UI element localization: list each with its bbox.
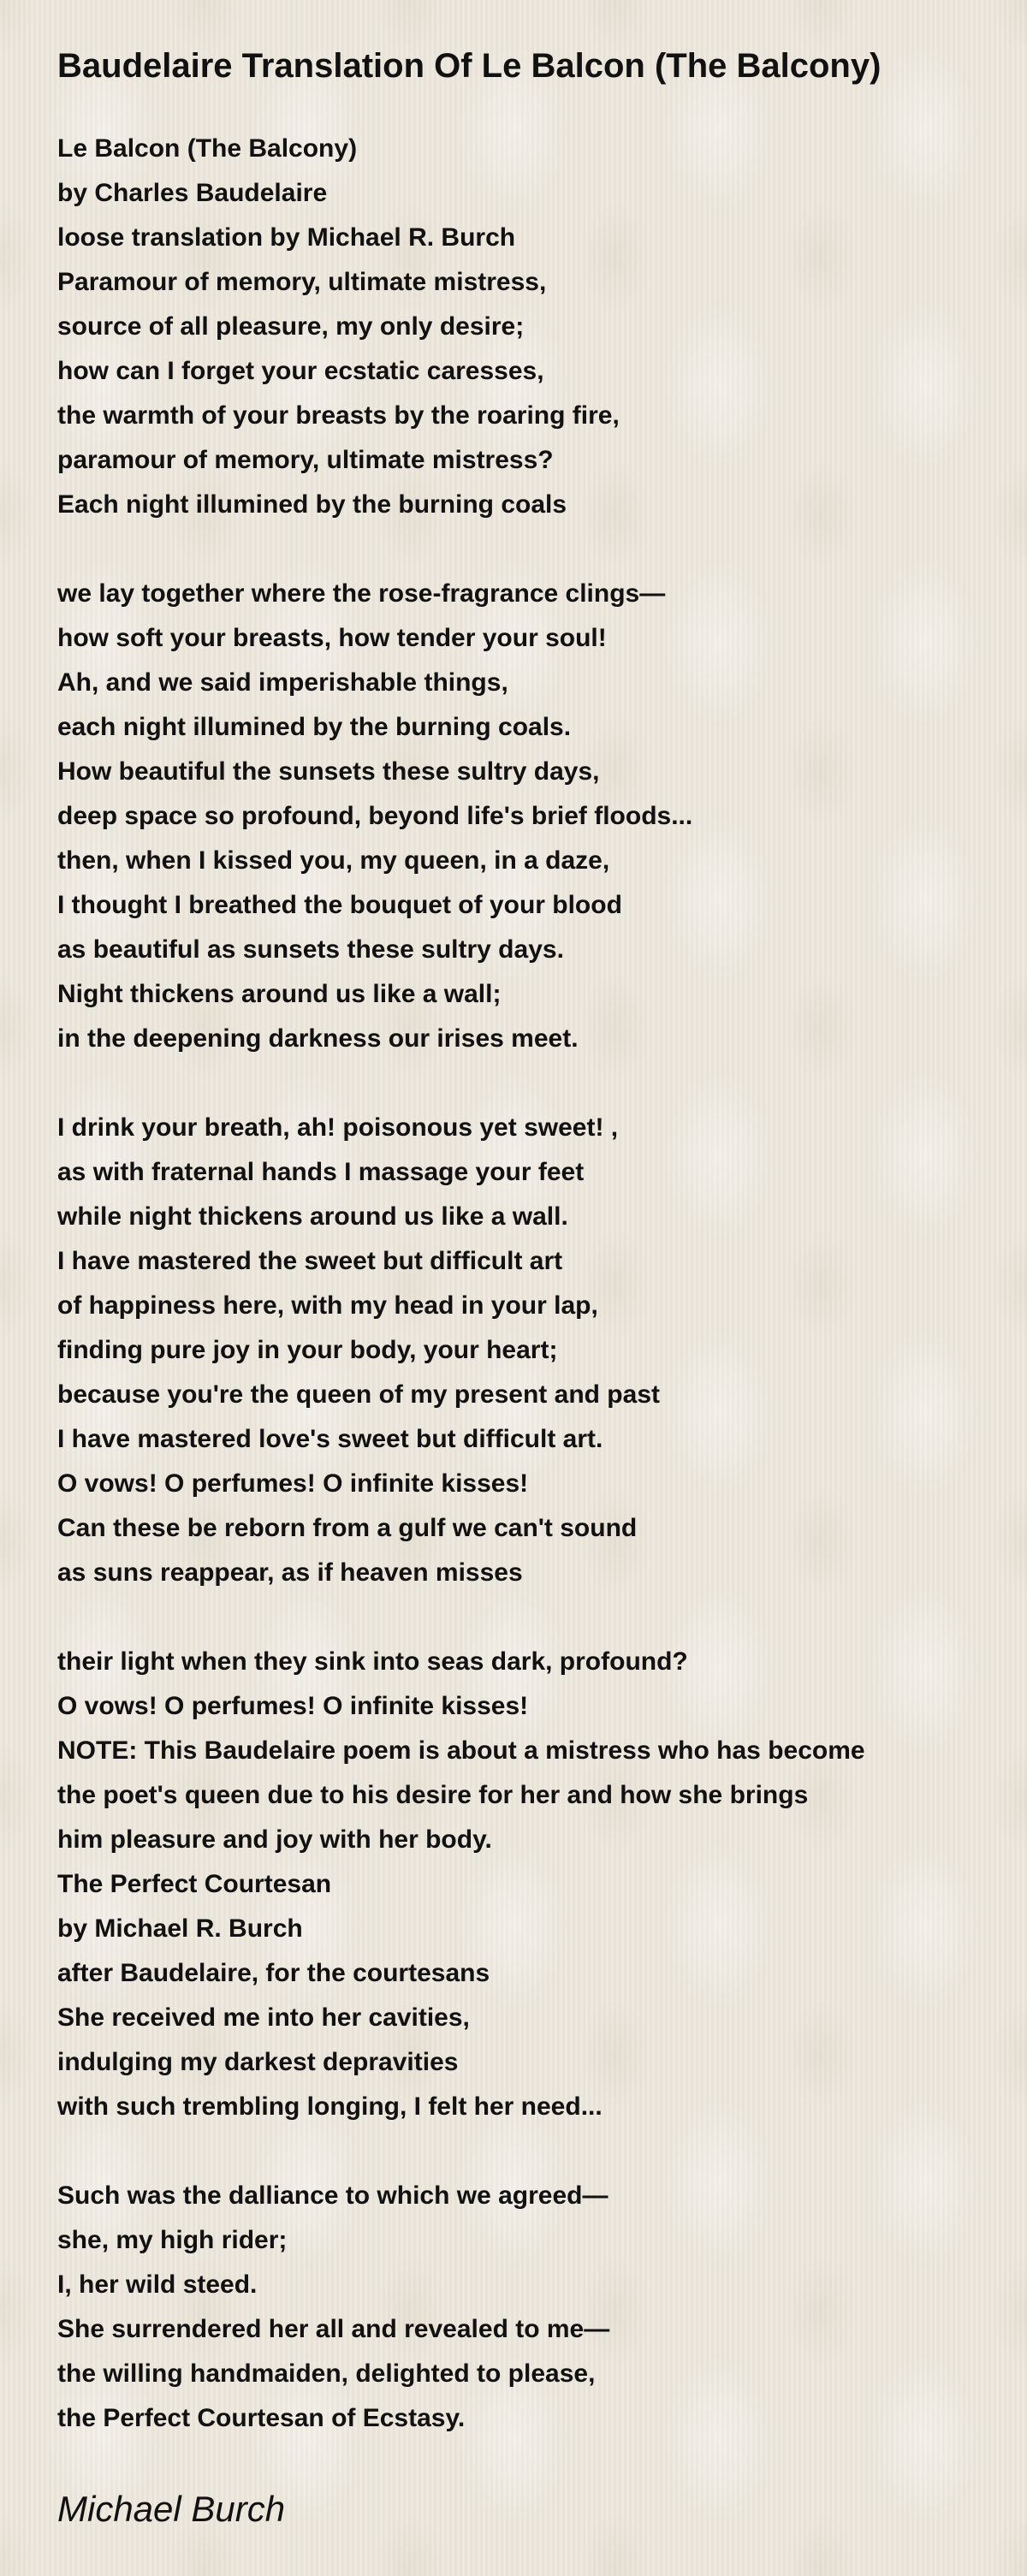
poem-line: I, her wild steed. [57, 2270, 258, 2299]
poem-line: I have mastered love's sweet but difficult art. [57, 1425, 603, 1453]
poem-line: deep space so profound, beyond life's brief floods... [57, 802, 693, 830]
poem-line: Night thickens around us like a wall; [57, 980, 502, 1008]
poem-line: the willing handmaiden, delighted to please, [57, 2359, 596, 2388]
poem-line: finding pure joy in your body, your heart; [57, 1336, 558, 1364]
poem-line: after Baudelaire, for the courtesans [57, 1959, 490, 1987]
poem-line: She surrendered her all and revealed to me— [57, 2315, 610, 2343]
poem-line: The Perfect Courtesan [57, 1870, 332, 1898]
poem-line: Such was the dalliance to which we agreed— [57, 2181, 608, 2210]
poem-line: Ah, and we said imperishable things, [57, 668, 508, 697]
poem-line: paramour of memory, ultimate mistress? [57, 446, 554, 474]
poem-line: while night thickens around us like a wall. [57, 1202, 568, 1231]
poem-line: O vows! O perfumes! O infinite kisses! [57, 1692, 529, 1720]
poem-line: the poet's queen due to his desire for her and how she brings [57, 1781, 809, 1809]
poem-line: by Michael R. Burch [57, 1914, 303, 1943]
poem-line: O vows! O perfumes! O infinite kisses! [57, 1469, 529, 1498]
poem-line: in the deepening darkness our irises meet. [57, 1024, 579, 1053]
poem-line: Paramour of memory, ultimate mistress, [57, 268, 547, 296]
stanza [57, 1640, 999, 2129]
poem-line: I have mastered the sweet but difficult art [57, 1247, 563, 1275]
poem-line: Each night illumined by the burning coals [57, 490, 567, 519]
poem-line: How beautiful the sunsets these sultry days, [57, 757, 600, 786]
poem-line: Can these be reborn from a gulf we can't sound [57, 1514, 638, 1542]
poem-line: NOTE: This Baudelaire poem is about a mistress who has become [57, 1736, 865, 1765]
stanza [57, 1106, 999, 1595]
poem-line: I drink your breath, ah! poisonous yet sweet! , [57, 1113, 619, 1142]
poem-line: with such trembling longing, I felt her need... [57, 2092, 603, 2121]
poem-line: Le Balcon (The Balcony) [57, 134, 358, 163]
poem-line: as beautiful as sunsets these sultry days. [57, 935, 564, 964]
poem-line: their light when they sink into seas dark, profound? [57, 1647, 688, 1676]
stanza [57, 2174, 999, 2441]
poem-line: him pleasure and joy with her body. [57, 1825, 492, 1854]
poem-line: source of all pleasure, my only desire; [57, 312, 525, 341]
poem-line: because you're the queen of my present and past [57, 1380, 660, 1409]
author-signature: Michael Burch [57, 2489, 286, 2529]
poem-line: as with fraternal hands I massage your feet [57, 1158, 585, 1186]
poem-line: the Perfect Courtesan of Ecstasy. [57, 2404, 466, 2432]
poem-line: as suns reappear, as if heaven misses [57, 1558, 523, 1587]
poem-line: how soft your breasts, how tender your soul! [57, 624, 607, 652]
poem-line: I thought I breathed the bouquet of your blood [57, 891, 622, 919]
poem-line: then, when I kissed you, my queen, in a daze, [57, 846, 610, 875]
page-title: Baudelaire Translation Of Le Balcon (The Balcony) [57, 47, 882, 85]
poem-body [57, 127, 999, 2485]
stanza [57, 572, 999, 1061]
poem-line: each night illumined by the burning coals. [57, 713, 572, 741]
poem-line: the warmth of your breasts by the roaring fire, [57, 401, 620, 430]
poem-line: She received me into her cavities, [57, 2003, 470, 2032]
stanza [57, 127, 999, 527]
poem-line: of happiness here, with my head in your lap, [57, 1291, 598, 1320]
poem-line: how can I forget your ecstatic caresses, [57, 357, 544, 385]
poem-line: we lay together where the rose-fragrance clings— [57, 579, 666, 608]
poem-line: indulging my darkest depravities [57, 2048, 459, 2076]
poem-line: she, my high rider; [57, 2226, 288, 2254]
poem-line: by Charles Baudelaire [57, 179, 328, 207]
poem-line: loose translation by Michael R. Burch [57, 223, 516, 252]
